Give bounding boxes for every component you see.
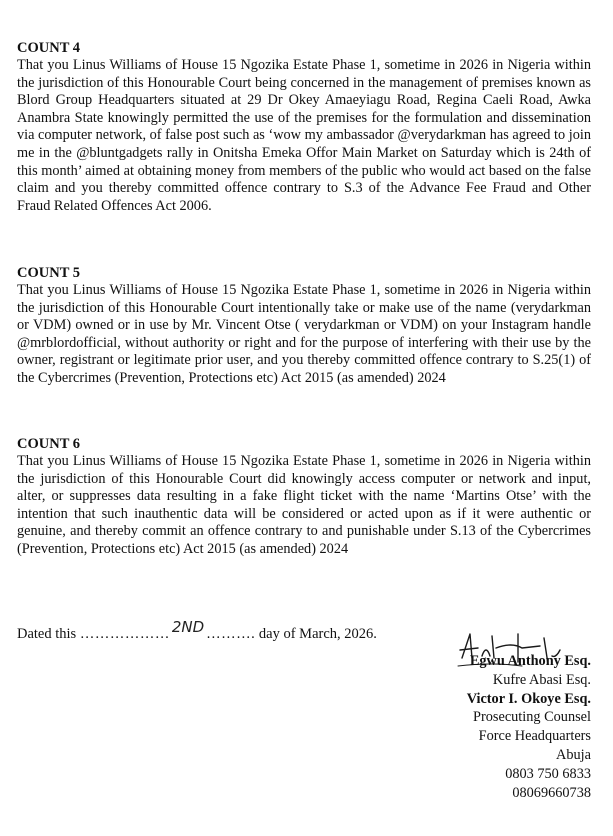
signatory-line: Victor I. Okoye Esq. (466, 690, 591, 707)
count-body: That you Linus Williams of House 15 Ngozika Estate Phase 1, sometime in 2026 in Nigeria within the jurisdiction of this Honourable Court intentionally take or make use of the name (verydarkman or VDM) owned or in use by Mr. Vincent Otse ( verydarkman or VDM) on your Instagram handle @mrblordofficial, without authority or right and for the purpose of interfering with their use by the owner, registrant or legitimate prior user, and you thereby committed offence contrary to S.25(1) of the Cybercrimes (Prevention, Protections etc) Act 2015 (as amended) 2024 (17, 282, 591, 386)
signatory-block (467, 652, 591, 802)
signatory-line: Abuja (556, 746, 591, 763)
signatory-line: Force Headquarters (478, 728, 591, 745)
count-5 (17, 265, 591, 388)
count-body: That you Linus Williams of House 15 Ngozika Estate Phase 1, sometime in 2026 in Nigeria within the jurisdiction of this Honourable Court did knowingly access computer or network and input, alter, or suppresses data resulting in a fake flight ticket with the name ‘Martins Otse’ with the intention that such inauthentic data will be considered or acted upon as if it were authentic or genuine, and thereby commit an offence contrary to and punishable under S.13 of the Cybercrimes (Prevention, Protections etc) Act 2015 (as amended) 2024 (17, 453, 591, 557)
signatory-line: 08069660738 (512, 784, 591, 801)
dated-line (17, 618, 377, 643)
signatory-line: Prosecuting Counsel (473, 709, 591, 726)
count-6 (17, 436, 591, 559)
signatory-line: Kufre Abasi Esq. (492, 671, 591, 688)
dated-prefix: Dated this (17, 626, 77, 642)
count-title: COUNT 5 (17, 265, 80, 281)
count-title: COUNT 4 (17, 40, 80, 56)
count-body: That you Linus Williams of House 15 Ngozika Estate Phase 1, sometime in 2026 in Nigeria within the jurisdiction of this Honourable Court being concerned in the management of premises known as Blord Group Headquarters situated at 29 Dr Okey Amaeyiagu Road, Regina Caeli Road, Awka Anambra State knowingly permitted the use of the premises for the formulation and dissemination via computer network, of false post such as ‘wow my ambassador @verydarkman has agreed to join me in the @bluntgadgets rally in Onitsha Emeka Offor Main Market on Saturday which is 24th of this month’ aimed at obtaining money from members of the public who would act based on the false claim and you thereby committed offence contrary to S.3 of the Advance Fee Fraud and Other Fraud Related Offences Act 2006. (17, 57, 591, 214)
dated-dots-left: ……………… (79, 626, 170, 642)
dated-day-handwritten: 2ND (171, 618, 205, 636)
dated-suffix: day of March, 2026. (258, 626, 377, 642)
dated-dots-right: ………. (206, 626, 256, 642)
signatory-line: Egwu Anthony Esq. (469, 653, 591, 669)
signatory-line: 0803 750 6833 (505, 765, 591, 782)
count-4 (17, 40, 591, 215)
count-title: COUNT 6 (17, 436, 80, 452)
